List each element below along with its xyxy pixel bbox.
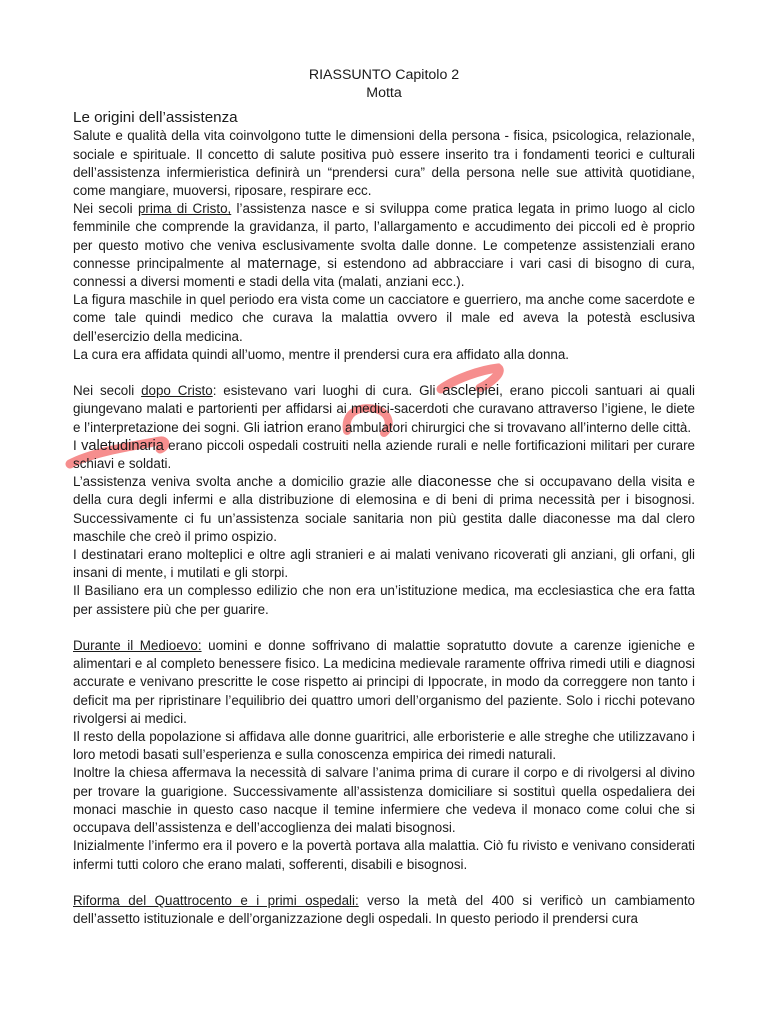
paragraph: Durante il Medioevo: uomini e donne soffrivano di malattie sopratutto dovute a carenze igieniche e alimentari e al completo benessere fisico. La medicina medievale raramente offriva rimedi utili e diagnosi accurate e venivano prescritte le cose rispetto ai principi di Ippocrate, in modo da correggere non tanto i deficit ma per ripristinare l’equilibrio dei quattro umori dell’organismo del paziente. Solo i ricchi potevano rivolgersi ai medici. — [73, 638, 695, 726]
keyword-asclepiei: asclepiei — [442, 383, 500, 400]
paragraph: Inizialmente l’infermo era il povero e la povertà portava alla malattia. Ciò fu rivisto e venivano considerati infermi tutti coloro che erano malati, sofferenti, disabili e bisognosi. — [73, 838, 695, 872]
paragraph: Nei secoli prima di Cristo, l’assistenza nasce e si sviluppa come pratica legata in primo luogo al ciclo femminile che comprende la gravidanza, il parto, l’allargamento e accudimento dei piccoli ed è proprio per questo motivo che veniva esclusivamente svolta dalle donne. Le competenze assistenziali erano connesse principalmente al maternage, si estendono ad abbracciare i vari casi di bisogno di cura, connessi a diversi momenti e stadi della vita (malati, anziani ecc.). — [73, 201, 695, 290]
paragraph: I destinatari erano molteplici e oltre agli stranieri e ai malati venivano ricoverati gli anziani, gli orfani, gli insani di mente, i mutilati e gli storpi. — [73, 547, 695, 581]
underlined-phrase: Durante il Medioevo: — [73, 638, 202, 654]
document-subtitle: Motta — [366, 85, 402, 102]
section-heading: Le origini dell’assistenza — [73, 109, 238, 127]
paragraph: Il Basiliano era un complesso edilizio che non era un’istituzione medica, ma ecclesiastica che era fatta per assistere più che per guarire. — [73, 583, 695, 617]
underlined-phrase: prima di Cristo, — [137, 201, 232, 217]
paragraph: Nei secoli dopo Cristo: esistevano vari luoghi di cura. Gli asclepiei, erano piccoli santuari ai quali giungevano malati e partorienti per affidarsi ai medici-sacerdoti che curavano attraverso l’igiene, le diete e l’interpretazione dei sogni. Gli iatrion erano ambulatori chirurgici che si trovavano all’interno delle città. — [73, 383, 695, 436]
paragraph: Riforma del Quattrocento e i primi ospedali: verso la metà del 400 si verificò un cambiamento dell’assetto istituzionale e dell’organizzazione degli ospedali. In questo periodo il prendersi cura — [73, 892, 696, 927]
document-page — [73, 66, 695, 928]
underlined-phrase: dopo Cristo — [141, 383, 213, 399]
paragraph: Il resto della popolazione si affidava alle donne guaritrici, alle erboristerie e alle streghe che utilizzavano i loro metodi basati sull’esperienza e sulla conoscenza empirica dei rimedi naturali. — [73, 729, 695, 763]
paragraph: La cura era affidata quindi all’uomo, mentre il prendersi cura era affidato alla donna. — [73, 346, 570, 362]
paragraph: Inoltre la chiesa affermava la necessità di salvare l’anima prima di curare il corpo e di rivolgersi al divino per trovare la guarigione. Successivamente all’assistenza domiciliare si sostituì quella ospedaliera dei monaci maschie in questo caso nacque il temine infermiere che vedeva il monaco come colui che si occupava dell’assistenza e dell’accoglienza dei malati bisognosi. — [73, 765, 695, 836]
keyword-maternage: maternage — [247, 255, 318, 272]
paragraph: La figura maschile in quel periodo era vista come un cacciatore e guerriero, ma anche come sacerdote e come tale quindi medico che curava la malattia ovvero il male ed aveva la potestà esclusiva dell’esercizio della medicina. — [73, 292, 695, 344]
underlined-phrase: Riforma del Quattrocento e i primi ospedali: — [73, 892, 359, 908]
keyword-diaconesse: diaconesse — [417, 474, 492, 491]
paragraph: I valetudinaria erano piccoli ospedali costruiti nella aziende rurali e nelle fortificazioni militari per curare schiavi e soldati. — [73, 437, 695, 472]
paragraph: Salute e qualità della vita coinvolgono tutte le dimensioni della persona - fisica, psicologica, relazionale, sociale e spirituale. Il concetto di salute positiva può essere inserito tra i fondamenti teorici e culturali dell’assistenza infermieristica definirà un “prendersi cura” della persona nelle sue attività quotidiane, come mangiare, muoversi, riposare, respirare ecc. — [73, 128, 695, 199]
document-title: RIASSUNTO Capitolo 2 — [308, 67, 460, 83]
paragraph: L’assistenza veniva svolta anche a domicilio grazie alle diaconesse che si occupavano della visita e della cura degli infermi e alla distribuzione di elemosina e di beni di prima necessità per i bisognosi. Successivamente ci fu un’assistenza sociale sanitaria non più gestita dalle diaconesse ma dal clero maschile che creò il primo ospizio. — [73, 474, 695, 544]
keyword-valetudinaria: valetudinaria — [81, 437, 164, 454]
keyword-iatrion: iatrion — [263, 419, 304, 436]
